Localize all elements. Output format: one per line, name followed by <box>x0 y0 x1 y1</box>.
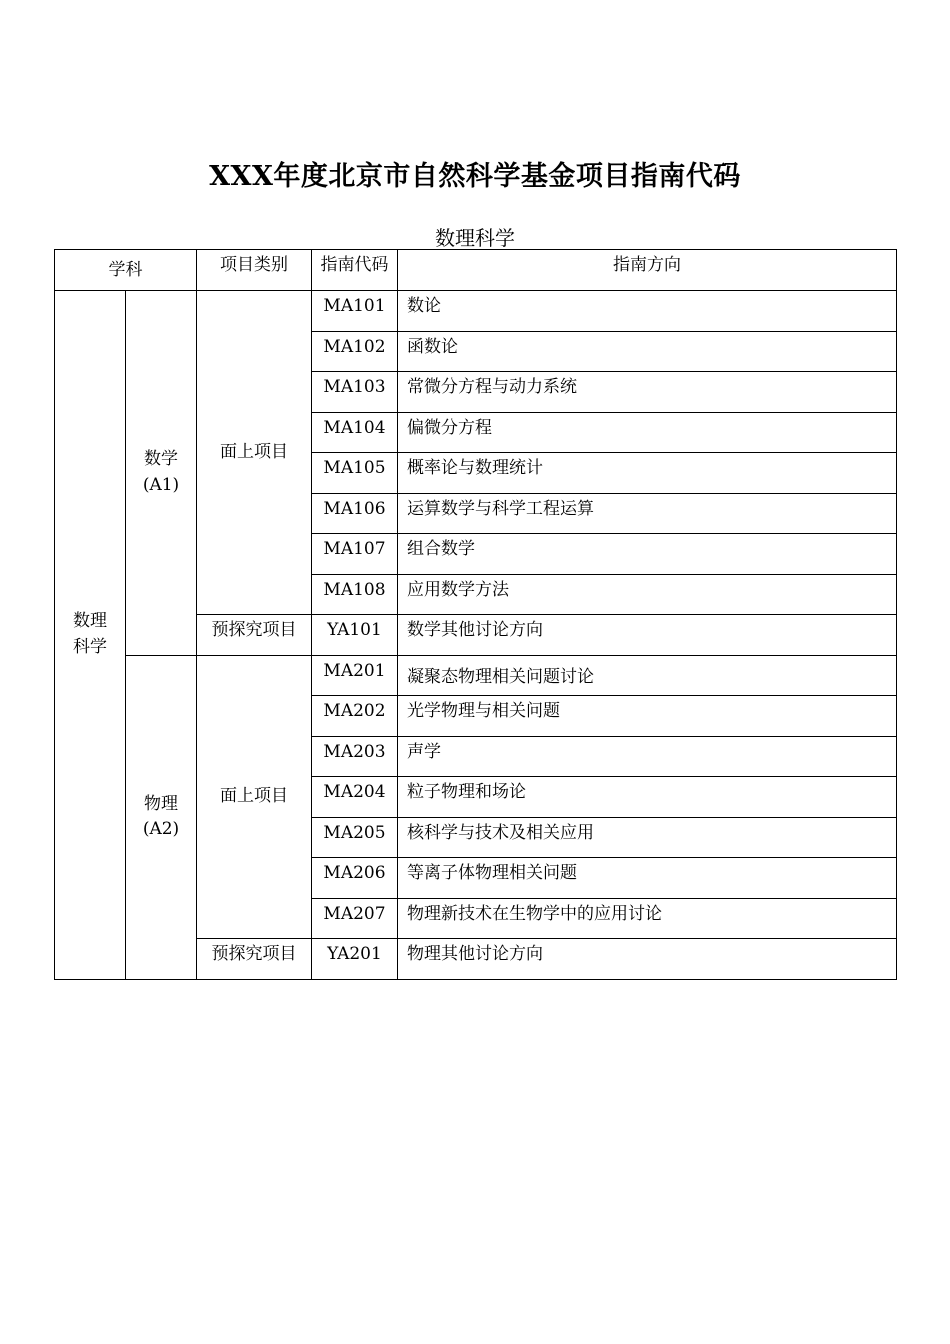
guide-code: YA101 <box>312 615 398 656</box>
table-row <box>55 655 897 696</box>
header-direction: 指南方向 <box>398 250 897 291</box>
guide-direction: 声学 <box>398 736 897 777</box>
guide-direction: 核科学与技术及相关应用 <box>398 817 897 858</box>
guide-direction: 物理其他讨论方向 <box>398 939 897 980</box>
guide-direction: 应用数学方法 <box>398 574 897 615</box>
discipline-line1: 数理 <box>73 611 107 632</box>
guide-code: MA104 <box>312 412 398 453</box>
guide-code: MA203 <box>312 736 398 777</box>
guide-code: MA108 <box>312 574 398 615</box>
header-category: 项目类别 <box>197 250 312 291</box>
guide-code: YA201 <box>312 939 398 980</box>
guide-code: MA106 <box>312 493 398 534</box>
guide-direction: 概率论与数理统计 <box>398 453 897 494</box>
discipline-cell <box>55 291 126 980</box>
guide-code-table <box>54 249 897 980</box>
guide-direction: 运算数学与科学工程运算 <box>398 493 897 534</box>
guide-code: MA204 <box>312 777 398 818</box>
guide-code: MA102 <box>312 331 398 372</box>
guide-direction: 数论 <box>398 291 897 332</box>
physics-main-category: 面上项目 <box>197 655 312 939</box>
guide-direction: 常微分方程与动力系统 <box>398 372 897 413</box>
subject-math-cell <box>126 291 197 656</box>
guide-direction: 数学其他讨论方向 <box>398 615 897 656</box>
guide-direction: 物理新技术在生物学中的应用讨论 <box>398 898 897 939</box>
guide-direction: 等离子体物理相关问题 <box>398 858 897 899</box>
guide-code: MA206 <box>312 858 398 899</box>
document-title: XXX年度北京市自然科学基金项目指南代码 <box>209 161 741 192</box>
table-row <box>55 291 897 332</box>
section-title: 数理科学 <box>435 226 515 250</box>
physics-pre-category: 预探究项目 <box>197 939 312 980</box>
header-code: 指南代码 <box>312 250 398 291</box>
subject-physics-cell <box>126 655 197 979</box>
guide-code: MA207 <box>312 898 398 939</box>
guide-direction: 函数论 <box>398 331 897 372</box>
guide-direction: 组合数学 <box>398 534 897 575</box>
guide-code: MA205 <box>312 817 398 858</box>
subject-physics-name: 物理 <box>144 793 178 814</box>
discipline-line2: 科学 <box>73 636 107 657</box>
guide-code: MA101 <box>312 291 398 332</box>
table-header-row <box>55 250 897 291</box>
guide-code: MA103 <box>312 372 398 413</box>
guide-direction: 偏微分方程 <box>398 412 897 453</box>
guide-direction: 粒子物理和场论 <box>398 777 897 818</box>
guide-direction: 凝聚态物理相关问题讨论 <box>398 655 897 696</box>
guide-code: MA105 <box>312 453 398 494</box>
math-pre-category: 预探究项目 <box>197 615 312 656</box>
guide-code: MA107 <box>312 534 398 575</box>
header-subject: 学科 <box>55 250 197 291</box>
guide-code: MA201 <box>312 655 398 696</box>
subject-math-code: (A1) <box>142 474 180 495</box>
subject-physics-code: (A2) <box>142 819 180 839</box>
subject-math-name: 数学 <box>144 449 178 470</box>
guide-direction: 光学物理与相关问题 <box>398 696 897 737</box>
guide-code: MA202 <box>312 696 398 737</box>
math-main-category: 面上项目 <box>197 291 312 615</box>
